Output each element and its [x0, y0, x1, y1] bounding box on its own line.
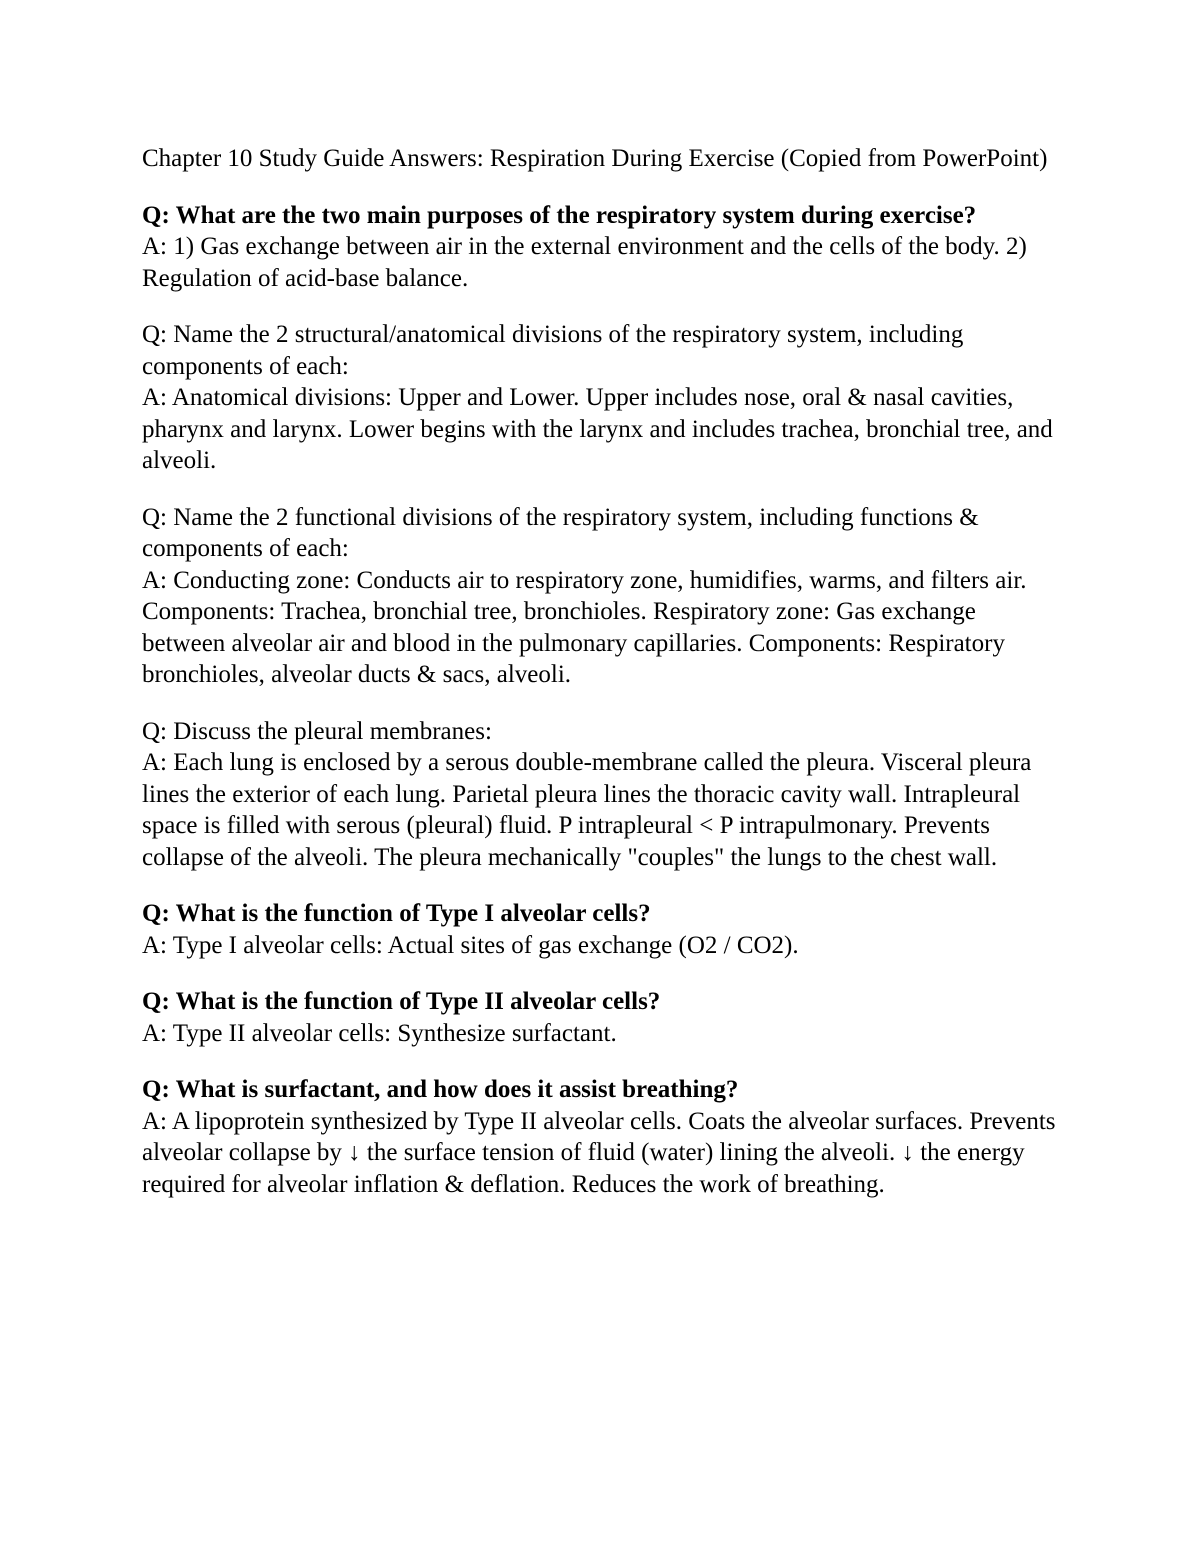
answer-7: A: A lipoprotein synthesized by Type II alveolar cells. Coats the alveolar surfaces. Prevents alveolar collapse by ↓ the surface tension of fluid (water) lining the alveoli. ↓ the energy required for alveolar inflation & deflation. Reduces the work of breathing.: [142, 1107, 1056, 1198]
question-6: Q: What is the function of Type II alveolar cells?: [142, 988, 661, 1015]
question-3: Q: Name the 2 functional divisions of the respiratory system, including functions & components of each:: [142, 503, 979, 562]
answer-3: A: Conducting zone: Conducts air to respiratory zone, humidifies, warms, and filters air. Components: Trachea, bronchial tree, bronchioles. Respiratory zone: Gas exchange between alveolar air and blood in the pulmonary capillaries. Components: Respiratory bronchioles, alveolar ducts & sacs, alveoli.: [142, 566, 1027, 688]
answer-5: A: Type I alveolar cells: Actual sites of gas exchange (O2 / CO2).: [142, 931, 799, 959]
qa-item-4: [142, 716, 1062, 874]
question-7: Q: What is surfactant, and how does it assist breathing?: [142, 1076, 739, 1103]
document-body: [142, 143, 1062, 1225]
qa-item-6: [142, 986, 1062, 1049]
question-5: Q: What is the function of Type I alveolar cells?: [142, 900, 651, 927]
document-title: Chapter 10 Study Guide Answers: Respiration During Exercise (Copied from PowerPoint): [142, 145, 1048, 172]
question-2: Q: Name the 2 structural/anatomical divisions of the respiratory system, including components of each:: [142, 321, 964, 380]
qa-item-5: [142, 898, 1062, 961]
question-1: Q: What are the two main purposes of the respiratory system during exercise?: [142, 201, 977, 229]
qa-item-3: [142, 502, 1062, 691]
qa-item-1: [142, 200, 1062, 295]
answer-4: A: Each lung is enclosed by a serous double-membrane called the pleura. Visceral pleura lines the exterior of each lung. Parietal pleura lines the thoracic cavity wall. Intrapleural space is filled with serous (pleural) fluid. P intrapleural < P intrapulmonary. Prevents collapse of the alveoli. The pleura mechanically "couples" the lungs to the chest wall.: [142, 749, 1032, 871]
answer-6: A: Type II alveolar cells: Synthesize surfactant.: [142, 1019, 617, 1047]
answer-1: A: 1) Gas exchange between air in the external environment and the cells of the body. 2) Regulation of acid-base balance.: [142, 233, 1027, 292]
answer-2: A: Anatomical divisions: Upper and Lower. Upper includes nose, oral & nasal cavities, pharynx and larynx. Lower begins with the larynx and includes trachea, bronchial tree, and alveoli.: [142, 384, 1053, 474]
question-4: Q: Discuss the pleural membranes:: [142, 717, 492, 745]
qa-item-7: [142, 1074, 1062, 1200]
qa-item-2: [142, 319, 1062, 477]
